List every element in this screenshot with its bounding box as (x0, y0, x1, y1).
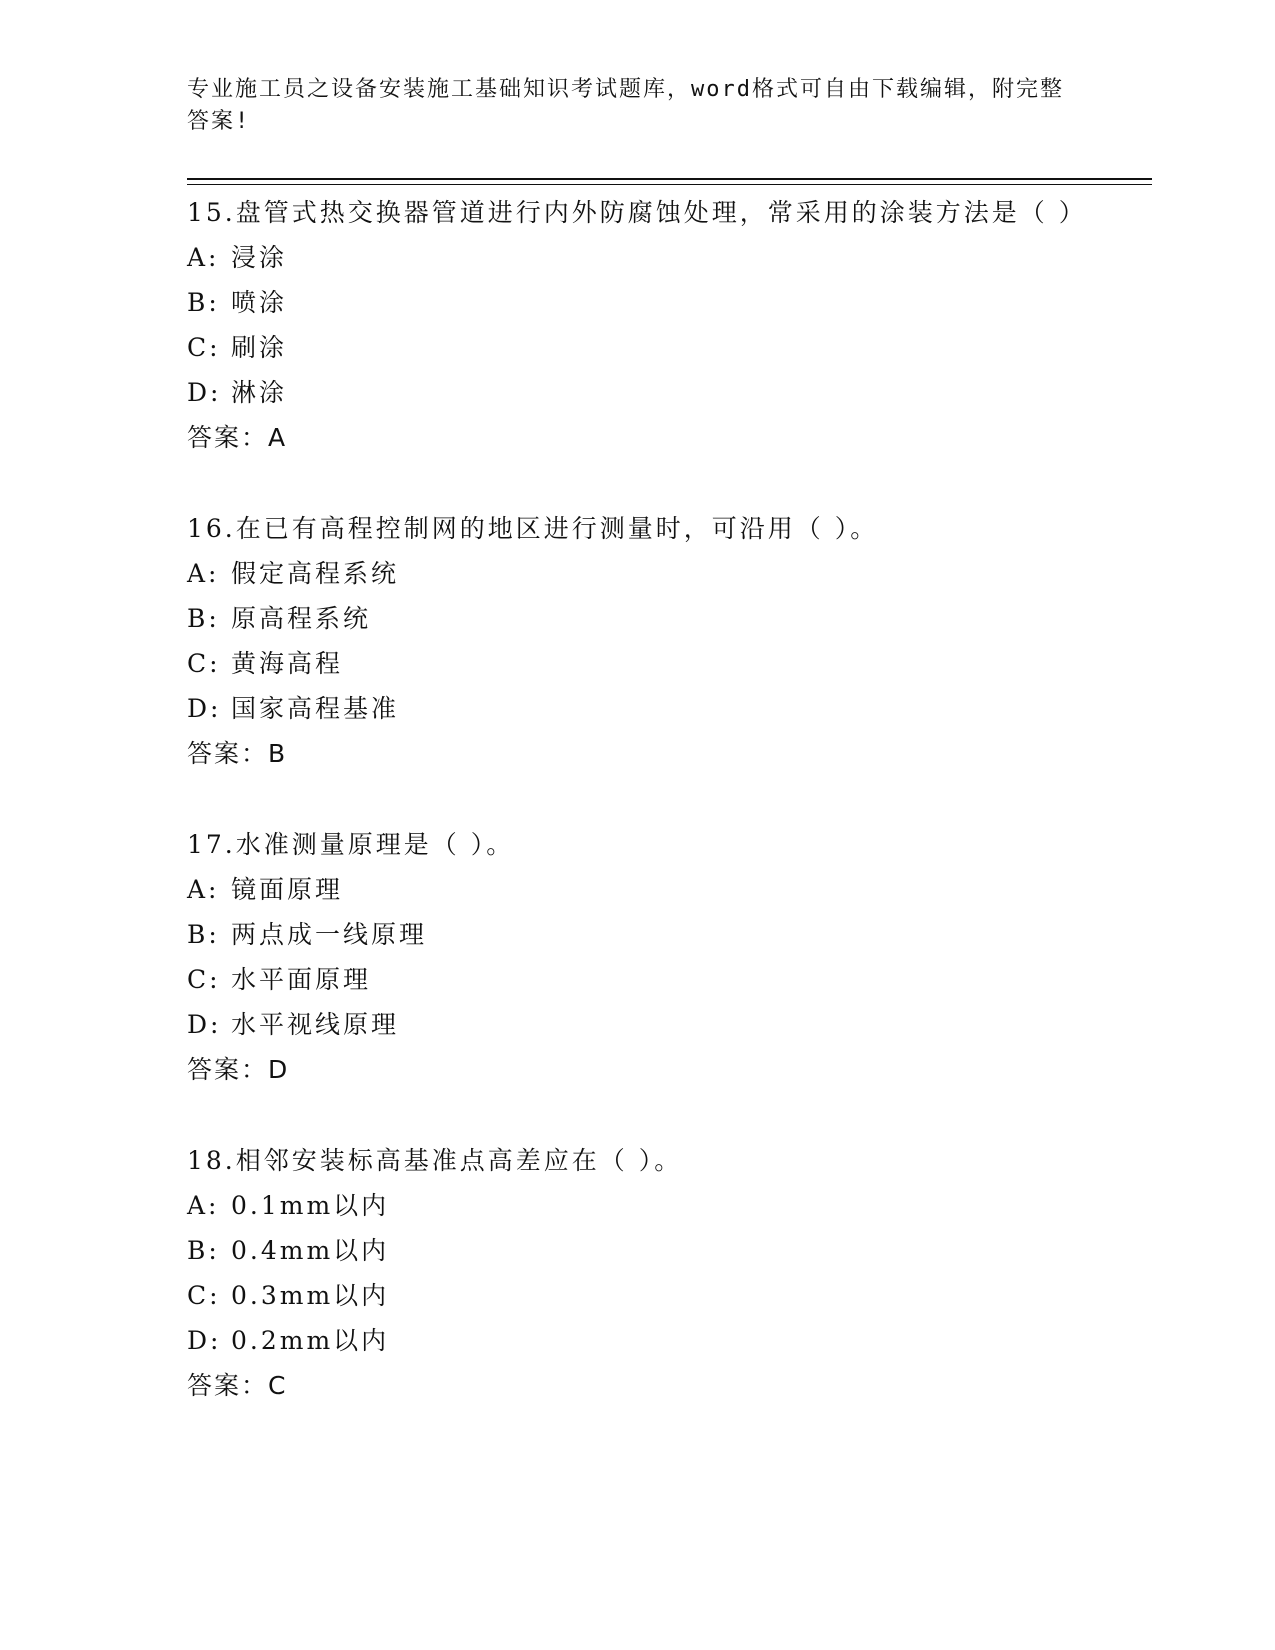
option-letter: D: (187, 378, 222, 407)
option-text: 喷涂 (231, 288, 288, 317)
option-text: 两点成一线原理 (231, 920, 428, 949)
option-d (187, 686, 1107, 731)
header-divider-thick (187, 178, 1152, 180)
option-text: 0.2mm以内 (231, 1326, 390, 1355)
question-list (187, 190, 1107, 1454)
answer-line: 答案：C (187, 1371, 288, 1400)
option-text: 国家高程基准 (231, 694, 400, 723)
answer-line: 答案：D (187, 1055, 290, 1084)
option-d (187, 1318, 1107, 1363)
option-a (187, 235, 1107, 280)
option-text: 0.4mm以内 (231, 1236, 390, 1265)
document-header: 专业施工员之设备安装施工基础知识考试题库，word格式可自由下载编辑，附完整答案! (187, 77, 1064, 134)
option-text: 假定高程系统 (231, 559, 400, 588)
question-17 (187, 822, 1107, 1092)
question-stem: 16.在已有高程控制网的地区进行测量时，可沿用（ ）。 (187, 514, 879, 543)
option-text: 刷涂 (231, 333, 288, 362)
answer-line: 答案：B (187, 739, 288, 768)
option-text: 水平面原理 (231, 965, 372, 994)
header-divider-thin (187, 184, 1152, 185)
option-b (187, 912, 1107, 957)
option-text: 水平视线原理 (231, 1010, 400, 1039)
option-text: 镜面原理 (231, 875, 344, 904)
option-b (187, 1228, 1107, 1273)
option-text: 原高程系统 (231, 604, 372, 633)
option-a (187, 551, 1107, 596)
option-letter: B: (187, 1236, 220, 1265)
option-letter: B: (187, 920, 220, 949)
option-letter: D: (187, 694, 222, 723)
option-letter: A: (187, 875, 220, 904)
option-text: 0.3mm以内 (231, 1281, 390, 1310)
option-c (187, 957, 1107, 1002)
question-18 (187, 1138, 1107, 1408)
question-stem: 15.盘管式热交换器管道进行内外防腐蚀处理，常采用的涂装方法是（ ） (187, 198, 1087, 227)
option-letter: C: (187, 333, 221, 362)
option-text: 0.1mm以内 (231, 1191, 390, 1220)
option-c (187, 325, 1107, 370)
option-text: 黄海高程 (231, 649, 344, 678)
option-letter: C: (187, 1281, 221, 1310)
option-letter: C: (187, 649, 221, 678)
option-c (187, 641, 1107, 686)
answer-line: 答案：A (187, 423, 288, 452)
question-16 (187, 506, 1107, 776)
option-b (187, 596, 1107, 641)
option-c (187, 1273, 1107, 1318)
option-letter: A: (187, 559, 220, 588)
option-letter: A: (187, 1191, 220, 1220)
option-text: 淋涂 (231, 378, 288, 407)
option-a (187, 1183, 1107, 1228)
option-letter: D: (187, 1326, 222, 1355)
option-letter: B: (187, 604, 220, 633)
question-stem: 17.水准测量原理是（ ）。 (187, 830, 515, 859)
option-b (187, 280, 1107, 325)
option-letter: A: (187, 243, 220, 272)
question-15 (187, 190, 1107, 460)
option-letter: D: (187, 1010, 222, 1039)
option-a (187, 867, 1107, 912)
question-stem: 18.相邻安装标高基准点高差应在（ ）。 (187, 1146, 683, 1175)
option-d (187, 1002, 1107, 1047)
option-letter: C: (187, 965, 221, 994)
option-text: 浸涂 (231, 243, 288, 272)
option-d (187, 370, 1107, 415)
option-letter: B: (187, 288, 220, 317)
